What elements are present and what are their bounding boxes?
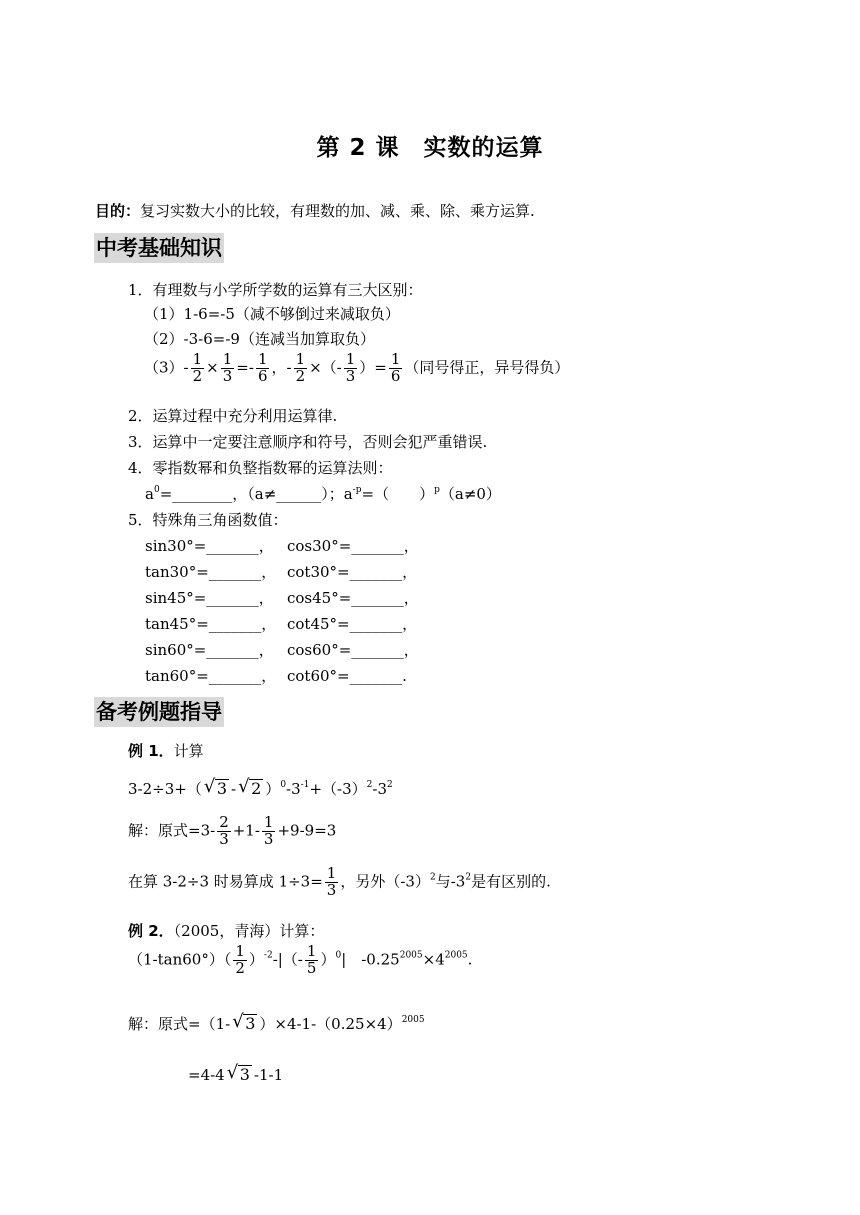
- superscript: 2: [465, 872, 472, 883]
- radical-sign: √: [226, 1062, 239, 1083]
- operator: ×: [206, 358, 219, 377]
- fraction: [262, 815, 276, 848]
- example-2-heading: [128, 920, 324, 941]
- example-text: （2005，青海）计算：: [173, 922, 325, 940]
- item-4: 4．零指数幂和负整指数幂的运算法则：: [128, 459, 393, 477]
- operator: -: [231, 780, 237, 798]
- superscript: 2005: [399, 950, 423, 961]
- fraction: [389, 352, 403, 385]
- radical-sign: √: [203, 776, 216, 797]
- trig-cell: cos45°=_______，: [287, 589, 419, 607]
- text: | -0.25: [341, 950, 400, 969]
- numerator: 1: [390, 350, 401, 368]
- trig-row: [145, 613, 417, 634]
- purpose-label: 目的：: [95, 202, 141, 220]
- text: 在算 3-2÷3 时易算成 1÷3=: [128, 872, 323, 891]
- text: =4-4: [188, 1066, 225, 1084]
- item-1c: [144, 352, 569, 385]
- example-2-expression: [128, 944, 472, 977]
- numerator: 1: [263, 813, 274, 831]
- text: ）: [265, 780, 281, 798]
- text: -|（-: [272, 950, 303, 969]
- trig-cell: cos30°=_______，: [287, 537, 419, 555]
- fraction: [217, 815, 231, 848]
- superscript: 0: [153, 485, 160, 495]
- example-1-heading: [128, 740, 204, 761]
- trig-cell: tan60°=_______，: [145, 667, 277, 685]
- text: a: [145, 485, 154, 503]
- item-1: 1．有理数与小学所学数的运算有三大区别：: [128, 281, 423, 299]
- denominator: 3: [326, 880, 337, 899]
- radicand: 3: [239, 1065, 250, 1084]
- numerator: 1: [326, 864, 337, 882]
- denominator: 3: [345, 366, 356, 385]
- text: （a≠0）: [439, 485, 501, 503]
- trig-cell: tan30°=_______，: [145, 563, 277, 581]
- purpose-text: 复习实数大小的比较，有理数的加、减、乘、除、乘方运算.: [140, 202, 535, 220]
- fraction: [305, 944, 319, 977]
- text: .: [467, 950, 473, 969]
- trig-row: [145, 639, 419, 660]
- fraction: [344, 352, 358, 385]
- superscript: p: [434, 485, 440, 495]
- superscript: 0: [280, 780, 287, 790]
- text: +9-9=3: [277, 821, 337, 840]
- superscript: 2: [387, 780, 393, 790]
- section-heading-examples: 备考例题指导: [94, 697, 224, 727]
- denominator: 3: [222, 366, 233, 385]
- example-text: 计算: [173, 742, 204, 760]
- purpose-line: [95, 200, 535, 221]
- text: +1-: [232, 821, 260, 840]
- text: ×4: [422, 950, 445, 969]
- denominator: 2: [295, 366, 306, 385]
- superscript: 0: [335, 950, 342, 961]
- page-title: 第 2 课 实数的运算: [316, 135, 544, 161]
- numerator: 1: [257, 350, 268, 368]
- sqrt: [238, 776, 263, 798]
- item-4-formula: [145, 483, 501, 504]
- trig-row: [145, 587, 419, 608]
- text: -1-1: [253, 1066, 284, 1084]
- fraction: [294, 352, 308, 385]
- text: -3: [286, 780, 301, 798]
- superscript: 2: [366, 780, 373, 790]
- text: 解：原式=（1-: [128, 1015, 231, 1033]
- denominator: 3: [219, 829, 229, 848]
- item-1a: （1）1-6=-5（减不够倒过来减取负）: [144, 305, 400, 323]
- superscript: -2: [263, 950, 273, 961]
- numerator: 2: [219, 813, 229, 831]
- text: 3-2÷3+（: [128, 780, 202, 798]
- trig-cell: sin60°=_______，: [145, 641, 274, 659]
- text: （1-tan60°）（: [128, 950, 232, 969]
- radicand: 2: [251, 779, 262, 798]
- text: ）×4-1-（0.25×4）: [259, 1015, 402, 1033]
- operator: ，-: [271, 358, 292, 377]
- text: 解：原式=3-: [128, 821, 216, 840]
- text: =（ ）: [361, 485, 435, 503]
- trig-cell: cos60°=_______，: [287, 641, 419, 659]
- denominator: 2: [235, 958, 245, 977]
- denominator: 3: [263, 829, 274, 848]
- superscript: 2005: [401, 1015, 425, 1025]
- operator: ）=: [359, 358, 387, 377]
- sqrt: [232, 1011, 257, 1033]
- trig-cell: sin45°=_______，: [145, 589, 274, 607]
- trig-cell: cot45°=_______，: [287, 615, 418, 633]
- text: ，另外（-3）: [340, 872, 430, 891]
- trig-row: [145, 561, 417, 582]
- fraction: [221, 352, 235, 385]
- text: 是有区别的.: [471, 872, 551, 891]
- superscript: -1: [300, 780, 310, 790]
- trig-cell: tan45°=_______，: [145, 615, 277, 633]
- numerator: 1: [306, 942, 317, 960]
- text: -3: [372, 780, 387, 798]
- note: （同号得正，异号得负）: [404, 358, 570, 377]
- example-1-expression: [128, 778, 393, 799]
- operator: ×（-: [309, 358, 342, 377]
- section-heading-basics: 中考基础知识: [94, 233, 224, 263]
- text: ）: [320, 950, 336, 969]
- sqrt: [226, 1062, 252, 1084]
- example-label: 例 1．: [128, 742, 174, 760]
- item-2: 2．运算过程中充分利用运算律.: [128, 407, 338, 425]
- example-2-solution-step2: [188, 1062, 284, 1084]
- denominator: 6: [390, 366, 401, 385]
- text: +（-3）: [309, 780, 367, 798]
- example-1-note: [128, 866, 551, 899]
- item-1b: （2）-3-6=-9（连减当加算取负）: [144, 330, 375, 348]
- trig-cell: cot60°=_______.: [287, 667, 407, 685]
- trig-cell: cot30°=_______，: [287, 563, 418, 581]
- numerator: 1: [222, 350, 233, 368]
- radical-sign: √: [238, 776, 250, 797]
- fraction: [325, 866, 339, 899]
- fraction: [256, 352, 270, 385]
- numerator: 1: [295, 350, 306, 368]
- text: （3）-: [144, 358, 189, 377]
- numerator: 1: [192, 350, 203, 368]
- text: =________，（a≠______）；a: [159, 485, 353, 503]
- numerator: 1: [345, 350, 356, 368]
- radicand: 3: [245, 1014, 256, 1033]
- superscript: 2: [429, 872, 436, 883]
- fraction: [233, 944, 247, 977]
- superscript: 2005: [444, 950, 468, 961]
- radical-sign: √: [232, 1011, 244, 1032]
- radicand: 3: [216, 779, 228, 798]
- denominator: 2: [192, 366, 203, 385]
- denominator: 5: [306, 958, 317, 977]
- superscript: -p: [352, 485, 362, 495]
- example-label: 例 2．: [128, 922, 174, 940]
- text: ）: [248, 950, 264, 969]
- trig-cell: sin30°=_______，: [145, 537, 274, 555]
- numerator: 1: [235, 942, 245, 960]
- trig-row: [145, 665, 407, 686]
- example-1-solution: [128, 815, 336, 848]
- item-3: 3．运算中一定要注意顺序和符号，否则会犯严重错误.: [128, 433, 488, 451]
- example-2-solution: [128, 1013, 425, 1034]
- trig-row: [145, 535, 419, 556]
- denominator: 6: [257, 366, 268, 385]
- text: 与-3: [435, 872, 466, 891]
- sqrt: [203, 776, 229, 798]
- operator: =-: [236, 358, 254, 377]
- fraction: [191, 352, 205, 385]
- item-5: 5．特殊角三角函数值：: [128, 511, 288, 529]
